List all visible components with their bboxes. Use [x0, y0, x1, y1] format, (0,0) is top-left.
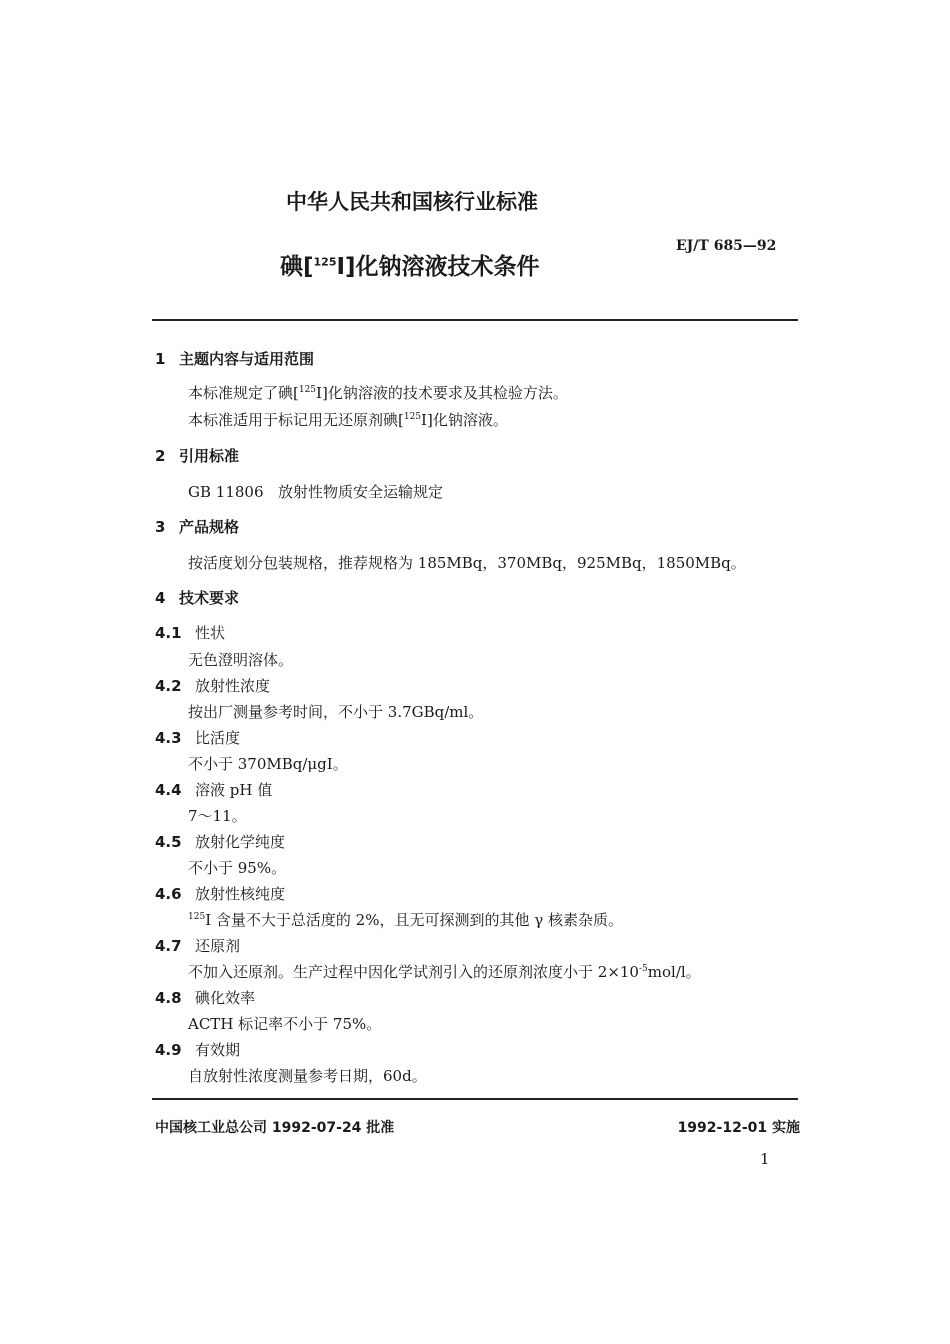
section-3-heading: [155, 516, 239, 537]
item-4-4-text: 7～11。: [188, 807, 247, 825]
section-4-number: 4: [155, 589, 166, 607]
section-4-title: 技术要求: [179, 589, 240, 607]
item-4-9-heading: [155, 1039, 240, 1060]
item-4-4-heading: [155, 779, 272, 800]
para-2-post: I]化钠溶液。: [421, 411, 508, 429]
item-4-8-text: ACTH 标记率不小于 75%。: [188, 1015, 382, 1033]
item-4-6-number: 4.6: [155, 885, 182, 903]
item-4-8-title: 碘化效率: [195, 989, 256, 1007]
item-4-5-title: 放射化学纯度: [195, 833, 286, 851]
item-4-5-number: 4.5: [155, 833, 182, 851]
item-4-1-number: 4.1: [155, 624, 182, 642]
item-4-2-text: 按出厂测量参考时间，不小于 3.7GBq/ml。: [188, 703, 484, 721]
doc-title-sup: 125: [313, 255, 337, 269]
standard-code: EJ/T 685—92: [676, 238, 777, 254]
section-3-number: 3: [155, 518, 166, 536]
item-4-4-number: 4.4: [155, 781, 182, 799]
item-4-6-heading: [155, 883, 285, 904]
doc-title-pre: 碘[: [280, 254, 314, 280]
item-4-6-title: 放射性核纯度: [195, 885, 286, 903]
item-4-1-title: 性状: [195, 624, 226, 642]
section-3-title: 产品规格: [179, 518, 240, 536]
item-4-1-text: 无色澄明溶体。: [188, 651, 294, 669]
item-4-7-heading: [155, 935, 240, 956]
item-4-2-heading: [155, 675, 270, 696]
item-4-7-title: 还原剂: [195, 937, 241, 955]
section-1-title: 主题内容与适用范围: [179, 350, 315, 368]
item-4-9-number: 4.9: [155, 1041, 182, 1059]
section-1-number: 1: [155, 350, 166, 368]
item-4-7-post: mol/l。: [647, 963, 701, 981]
org-title: 中华人民共和国核行业标准: [286, 190, 538, 214]
doc-title-post: I]化钠溶液技术条件: [336, 254, 540, 280]
page-number: 1: [760, 1150, 770, 1168]
item-4-7-sup: -5: [638, 964, 648, 974]
item-4-7-pre: 不加入还原剂。生产过程中因化学试剂引入的还原剂浓度小于 2×10: [188, 963, 639, 981]
footer-rule: [152, 1098, 798, 1100]
item-4-8-number: 4.8: [155, 989, 182, 1007]
effective-date: 1992-12-01 实施: [677, 1120, 800, 1136]
para-2-pre: 本标准适用于标记用无还原剂碘[: [188, 411, 404, 429]
item-4-1-heading: [155, 622, 225, 643]
item-4-6-body: I 含量不大于总活度的 2%，且无可探测到的其他 γ 核素杂质。: [205, 911, 623, 929]
item-4-5-text: 不小于 95%。: [188, 859, 287, 877]
section-1-para-2: [188, 409, 508, 430]
item-4-5-heading: [155, 831, 285, 852]
item-4-9-title: 有效期: [195, 1041, 241, 1059]
section-2-number: 2: [155, 447, 166, 465]
section-1-para-1: [188, 382, 568, 403]
item-4-7-number: 4.7: [155, 937, 182, 955]
item-4-9-text: 自放射性浓度测量参考日期，60d。: [188, 1067, 427, 1085]
item-4-6-text: [188, 909, 623, 930]
doc-title: [280, 248, 540, 281]
section-2-heading: [155, 445, 239, 466]
header-rule: [152, 319, 798, 321]
para-1-pre: 本标准规定了碘[: [188, 384, 299, 402]
section-4-heading: [155, 587, 239, 608]
item-4-2-title: 放射性浓度: [195, 677, 271, 695]
item-4-3-title: 比活度: [195, 729, 241, 747]
para-1-sup: 125: [298, 385, 317, 395]
item-4-3-number: 4.3: [155, 729, 182, 747]
item-4-6-sup: 125: [188, 912, 206, 922]
section-2-reference: [188, 481, 443, 502]
section-2-title: 引用标准: [179, 447, 240, 465]
item-4-8-heading: [155, 987, 255, 1008]
para-1-post: I]化钠溶液的技术要求及其检验方法。: [316, 384, 568, 402]
reference-code: GB 11806: [188, 483, 264, 501]
item-4-3-text: 不小于 370MBq/μgI。: [188, 755, 348, 773]
item-4-2-number: 4.2: [155, 677, 182, 695]
item-4-7-text: [188, 961, 701, 982]
approval-line: 中国核工业总公司 1992-07-24 批准: [155, 1120, 395, 1136]
section-3-text: 按活度划分包装规格，推荐规格为 185MBq，370MBq，925MBq，1850MBq。: [188, 554, 746, 572]
item-4-3-heading: [155, 727, 240, 748]
reference-title: 放射性物质安全运输规定: [278, 483, 444, 501]
item-4-4-title: 溶液 pH 值: [195, 781, 273, 799]
section-1-heading: [155, 348, 314, 369]
para-2-sup: 125: [403, 412, 422, 422]
